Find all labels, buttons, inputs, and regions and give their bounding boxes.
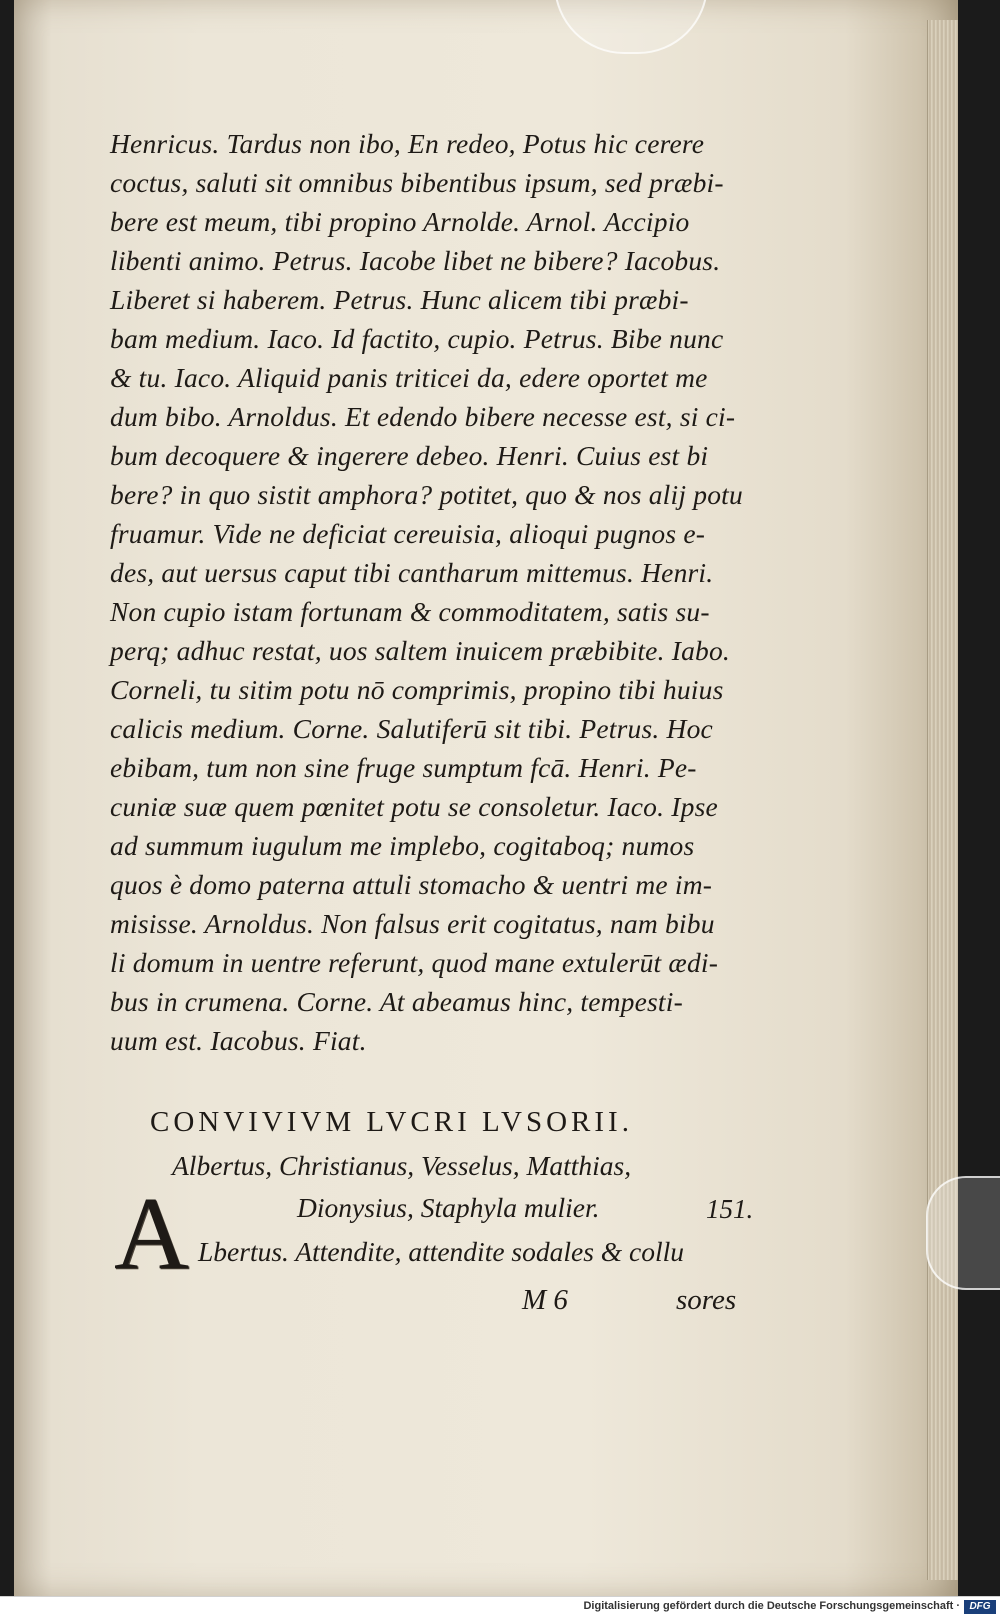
footer-bar xyxy=(0,1596,1000,1618)
section-heading: CONVIVIVM LVCRI LVSORII. xyxy=(150,1106,633,1138)
page-edges xyxy=(927,20,958,1580)
paper-clip-top xyxy=(554,0,708,54)
text-line: bus in crumena. Corne. At abeamus hinc, tempesti- xyxy=(110,986,683,1017)
text-line: bere? in quo sistit amphora? potitet, quo & nos alij potu xyxy=(110,479,743,510)
catchword: sores xyxy=(676,1284,737,1316)
text-line: fruamur. Vide ne deficiat cereuisia, alioqui pugnos e- xyxy=(110,518,706,549)
text-line: dum bibo. Arnoldus. Et edendo bibere necesse est, si ci- xyxy=(110,401,736,432)
text-line: libenti animo. Petrus. Iacobe libet ne bibere? Iacobus. xyxy=(110,245,721,276)
body-text xyxy=(110,124,810,1060)
margin-number: 151. xyxy=(706,1194,754,1224)
text-line: ebibam, tum non sine fruge sumptum fcā. Henri. Pe- xyxy=(110,752,697,783)
text-line: uum est. Iacobus. Fiat. xyxy=(110,1025,367,1056)
text-line: perq; adhuc restat, uos saltem inuicem præbibite. Iabo. xyxy=(110,635,731,666)
text-line: Non cupio istam fortunam & commoditatem, satis su- xyxy=(110,596,710,627)
persons-line-2: Dionysius, Staphyla mulier. xyxy=(297,1192,600,1223)
text-line: bam medium. Iaco. Id factito, cupio. Petrus. Bibe nunc xyxy=(110,323,724,354)
text-line: quos è domo paterna attuli stomacho & uentri me im- xyxy=(110,869,713,900)
text-line: calicis medium. Corne. Salutiferū sit tibi. Petrus. Hoc xyxy=(110,713,713,744)
dfg-logo: DFG xyxy=(964,1600,996,1614)
text-line: ad summum iugulum me implebo, cogitaboq; numos xyxy=(110,830,695,861)
text-line: coctus, saluti sit omnibus bibentibus ipsum, sed præbi- xyxy=(110,167,724,198)
book-page xyxy=(14,0,958,1596)
footer-credit: Digitalisierung gefördert durch die Deutsche Forschungsgemeinschaft · xyxy=(583,1600,960,1612)
paper-clip-right xyxy=(926,1176,1000,1290)
text-line: & tu. Iaco. Aliquid panis triticei da, edere oportet me xyxy=(110,362,708,393)
drop-cap-initial: A xyxy=(114,1176,190,1291)
text-line: cuniæ suæ quem pœnitet potu se consoletur. Iaco. Ipse xyxy=(110,791,718,822)
text-line: des, aut uersus caput tibi cantharum mittemus. Henri. xyxy=(110,557,714,588)
first-line-after-initial: Lbertus. Attendite, attendite sodales & collu xyxy=(198,1236,685,1267)
text-line: Henricus. Tardus non ibo, En redeo, Potus hic cerere xyxy=(110,128,705,159)
text-line: li domum in uentre referunt, quod mane extulerūt ædi- xyxy=(110,947,719,978)
text-line: bum decoquere & ingerere debeo. Henri. Cuius est bi xyxy=(110,440,709,471)
persons-line-1: Albertus, Christianus, Vesselus, Matthias, xyxy=(172,1150,632,1181)
text-line: bere est meum, tibi propino Arnolde. Arnol. Accipio xyxy=(110,206,690,237)
signature-mark: M 6 xyxy=(522,1284,568,1316)
text-line: Liberet si haberem. Petrus. Hunc alicem tibi præbi- xyxy=(110,284,689,315)
text-line: misisse. Arnoldus. Non falsus erit cogitatus, nam bibu xyxy=(110,908,715,939)
text-line: Corneli, tu sitim potu nō comprimis, propino tibi huius xyxy=(110,674,724,705)
